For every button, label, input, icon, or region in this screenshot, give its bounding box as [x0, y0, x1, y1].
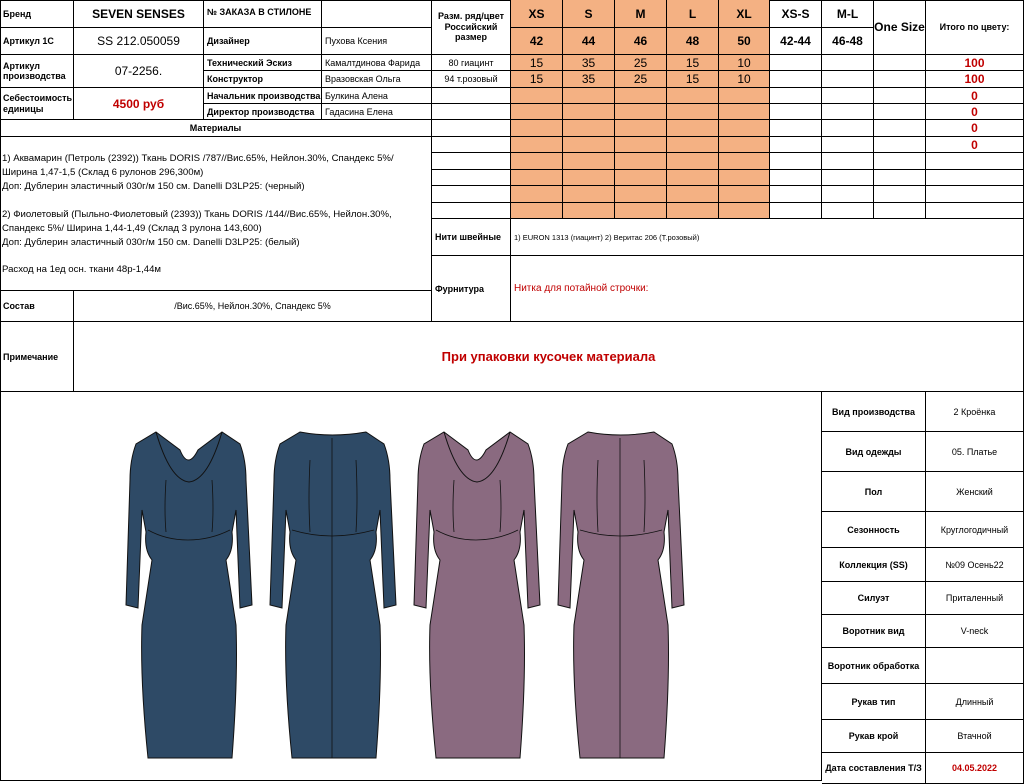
- prod-head-label: Начальник производства: [204, 88, 322, 104]
- size-label-xs-s: XS-S: [770, 0, 822, 28]
- size-label-one-size: One Size: [874, 0, 926, 55]
- materials-title: Материалы: [0, 120, 432, 137]
- empty-cell: [770, 153, 822, 170]
- materials-line: 2) Фиолетовый (Пыльно-Фиолетовый (2393)) Ткань DORIS /144//Вис.65%, Нейлон.30%,: [2, 208, 392, 220]
- empty-cell: [432, 88, 511, 104]
- empty-cell: [874, 88, 926, 104]
- empty-cell: [511, 170, 563, 186]
- empty-cell: [822, 203, 874, 219]
- empty-cell: [822, 137, 874, 153]
- qty-cell: 15: [511, 71, 563, 88]
- note-value: При упаковки кусочек материала: [74, 322, 1024, 392]
- composition-label: Состав: [0, 291, 74, 322]
- size-label-m: M: [615, 0, 667, 28]
- empty-cell: [432, 170, 511, 186]
- empty-cell: [667, 104, 719, 120]
- empty-cell: [770, 104, 822, 120]
- empty-cell: [563, 203, 615, 219]
- empty-cell: [511, 104, 563, 120]
- spec-value: Длинный: [926, 684, 1024, 720]
- empty-cell: [563, 120, 615, 137]
- size-label-xs: XS: [511, 0, 563, 28]
- row-total: [926, 186, 1024, 203]
- empty-cell: [432, 186, 511, 203]
- qty-cell-empty: [822, 55, 874, 71]
- spec-value: [926, 648, 1024, 684]
- empty-cell: [822, 88, 874, 104]
- prod-director-value: Гадасина Елена: [322, 104, 432, 120]
- prod-head-value: Булкина Алена: [322, 88, 432, 104]
- spec-label: Сезонность: [822, 512, 926, 548]
- empty-cell: [511, 88, 563, 104]
- spec-value: V-neck: [926, 615, 1024, 648]
- spec-label: Вид производства: [822, 392, 926, 432]
- qty-cell-empty: [874, 71, 926, 88]
- empty-cell: [822, 170, 874, 186]
- threads-value: 1) EURON 1313 (гиацинт) 2) Веритас 206 (Т.розовый): [511, 219, 1024, 256]
- order-label: № ЗАКАЗА В СТИЛОНЕ: [204, 0, 322, 28]
- total-label: Итого по цвету:: [926, 0, 1024, 55]
- color-row-label: 80 гиацинт: [432, 55, 511, 71]
- note-label: Примечание: [0, 322, 74, 392]
- row-total: 0: [926, 88, 1024, 104]
- size-number: 46-48: [822, 28, 874, 55]
- empty-cell: [874, 203, 926, 219]
- constructor-label: Конструктор: [204, 71, 322, 88]
- empty-cell: [511, 203, 563, 219]
- empty-cell: [770, 137, 822, 153]
- empty-cell: [770, 170, 822, 186]
- empty-cell: [874, 170, 926, 186]
- empty-cell: [667, 137, 719, 153]
- empty-cell: [770, 88, 822, 104]
- spec-value: Женский: [926, 472, 1024, 512]
- materials-line: Доп: Дублерин эластичный 030г/м 150 см. Danelli D3LP25: (белый): [2, 236, 300, 248]
- empty-cell: [563, 170, 615, 186]
- tech-sketch-label: Технический Эскиз: [204, 55, 322, 71]
- empty-cell: [874, 104, 926, 120]
- size-label-l: L: [667, 0, 719, 28]
- empty-cell: [719, 203, 770, 219]
- empty-cell: [563, 186, 615, 203]
- empty-cell: [615, 104, 667, 120]
- spec-value: Приталенный: [926, 582, 1024, 615]
- spec-value: №09 Осень22: [926, 548, 1024, 582]
- size-label-xl: XL: [719, 0, 770, 28]
- cost-value: 4500 руб: [74, 88, 204, 120]
- brand-label: Бренд: [0, 0, 74, 28]
- empty-cell: [432, 120, 511, 137]
- spec-label: Рукав тип: [822, 684, 926, 720]
- dress-back-petrol: [262, 420, 402, 760]
- empty-cell: [822, 104, 874, 120]
- qty-cell: 35: [563, 71, 615, 88]
- spec-label: Вид одежды: [822, 432, 926, 472]
- row-total: 0: [926, 120, 1024, 137]
- prod-director-label: Директор производства: [204, 104, 322, 120]
- qty-cell: 35: [563, 55, 615, 71]
- qty-cell: 10: [719, 71, 770, 88]
- spec-label: Пол: [822, 472, 926, 512]
- qty-cell: 15: [667, 55, 719, 71]
- materials-line: Расход на 1ед осн. ткани 48р-1,44м: [2, 264, 162, 276]
- empty-cell: [511, 120, 563, 137]
- order-value: [322, 0, 432, 28]
- article-1c-value: SS 212.050059: [74, 28, 204, 55]
- dress-back-violet: [550, 420, 690, 760]
- materials-line: 1) Аквамарин (Петроль (2392)) Ткань DORIS /787//Вис.65%, Нейлон.30%, Спандекс 5%/: [2, 153, 394, 164]
- empty-cell: [770, 203, 822, 219]
- empty-cell: [615, 137, 667, 153]
- empty-cell: [615, 120, 667, 137]
- empty-cell: [719, 153, 770, 170]
- empty-cell: [615, 170, 667, 186]
- constructor-value: Вразовская Ольга: [322, 71, 432, 88]
- empty-cell: [511, 186, 563, 203]
- spec-value: 04.05.2022: [926, 753, 1024, 784]
- row-total: 0: [926, 104, 1024, 120]
- materials-line: Ширина 1,47-1,5 (Склад 6 рулонов 296,300м): [2, 167, 204, 179]
- empty-cell: [719, 186, 770, 203]
- empty-cell: [667, 88, 719, 104]
- empty-cell: [432, 153, 511, 170]
- designer-value: Пухова Ксения: [322, 28, 432, 55]
- empty-cell: [667, 186, 719, 203]
- spec-label: Рукав крой: [822, 720, 926, 753]
- empty-cell: [667, 120, 719, 137]
- prod-article-value: 07-2256.: [74, 55, 204, 88]
- empty-cell: [563, 104, 615, 120]
- empty-cell: [511, 153, 563, 170]
- size-number: 50: [719, 28, 770, 55]
- empty-cell: [822, 120, 874, 137]
- empty-cell: [563, 153, 615, 170]
- empty-cell: [615, 186, 667, 203]
- spec-value: 05. Платье: [926, 432, 1024, 472]
- empty-cell: [615, 203, 667, 219]
- qty-cell: 15: [667, 71, 719, 88]
- empty-cell: [563, 88, 615, 104]
- empty-cell: [719, 170, 770, 186]
- empty-cell: [822, 186, 874, 203]
- size-label-s: S: [563, 0, 615, 28]
- empty-cell: [874, 137, 926, 153]
- dress-front-violet: [406, 420, 546, 760]
- empty-cell: [667, 153, 719, 170]
- empty-cell: [432, 203, 511, 219]
- size-number: 42: [511, 28, 563, 55]
- fittings-label: Фурнитура: [432, 256, 511, 322]
- size-number: 48: [667, 28, 719, 55]
- prod-article-label: Артикул производства: [0, 55, 74, 88]
- empty-cell: [432, 104, 511, 120]
- size-number: 42-44: [770, 28, 822, 55]
- empty-cell: [770, 186, 822, 203]
- dress-front-petrol: [118, 420, 258, 760]
- article-1c-label: Артикул 1С: [0, 28, 74, 55]
- empty-cell: [874, 186, 926, 203]
- empty-cell: [874, 153, 926, 170]
- tech-sketch-value: Камалтдинова Фарида: [322, 55, 432, 71]
- spec-label: Дата составления Т/З: [822, 753, 926, 784]
- qty-cell: 25: [615, 71, 667, 88]
- spec-label: Воротник вид: [822, 615, 926, 648]
- qty-cell-empty: [770, 71, 822, 88]
- size-number: 44: [563, 28, 615, 55]
- qty-cell: 25: [615, 55, 667, 71]
- qty-cell-empty: [874, 55, 926, 71]
- spec-label: Коллекция (SS): [822, 548, 926, 582]
- empty-cell: [667, 170, 719, 186]
- empty-cell: [719, 137, 770, 153]
- row-total: 100: [926, 71, 1024, 88]
- qty-cell-empty: [822, 71, 874, 88]
- empty-cell: [719, 120, 770, 137]
- spec-value: Втачной: [926, 720, 1024, 753]
- cost-label: Себестоимость единицы: [0, 88, 74, 120]
- materials-line: Доп: Дублерин эластичный 030г/м 150 см. Danelli D3LP25: (черный): [2, 181, 305, 193]
- qty-cell: 15: [511, 55, 563, 71]
- spec-label: Воротник обработка: [822, 648, 926, 684]
- designer-label: Дизайнер: [204, 28, 322, 55]
- empty-cell: [615, 153, 667, 170]
- qty-cell: 10: [719, 55, 770, 71]
- color-row-label: 94 т.розовый: [432, 71, 511, 88]
- row-total: [926, 153, 1024, 170]
- threads-label: Нити швейные: [432, 219, 511, 256]
- brand-value: SEVEN SENSES: [74, 0, 204, 28]
- qty-cell-empty: [770, 55, 822, 71]
- empty-cell: [563, 137, 615, 153]
- spec-label: Силуэт: [822, 582, 926, 615]
- empty-cell: [615, 88, 667, 104]
- row-total: 0: [926, 137, 1024, 153]
- materials-line: Спандекс 5%/ Ширина 1,44-1,49 (Склад 3 рулона 143,600): [2, 222, 262, 234]
- materials-text: [2, 152, 430, 277]
- empty-cell: [874, 120, 926, 137]
- empty-cell: [719, 104, 770, 120]
- empty-cell: [511, 137, 563, 153]
- fittings-value: Нитка для потайной строчки:: [511, 256, 1024, 322]
- empty-cell: [667, 203, 719, 219]
- size-number: 46: [615, 28, 667, 55]
- row-total: [926, 203, 1024, 219]
- composition-value: /Вис.65%, Нейлон.30%, Спандекс 5%: [74, 291, 432, 322]
- empty-cell: [822, 153, 874, 170]
- row-total: [926, 170, 1024, 186]
- row-total: 100: [926, 55, 1024, 71]
- empty-cell: [432, 137, 511, 153]
- size-header-label: Разм. ряд/цвет Российский размер: [432, 0, 511, 55]
- empty-cell: [719, 88, 770, 104]
- empty-cell: [770, 120, 822, 137]
- spec-value: 2 Кроёнка: [926, 392, 1024, 432]
- size-label-m-l: M-L: [822, 0, 874, 28]
- spec-value: Круглогодичный: [926, 512, 1024, 548]
